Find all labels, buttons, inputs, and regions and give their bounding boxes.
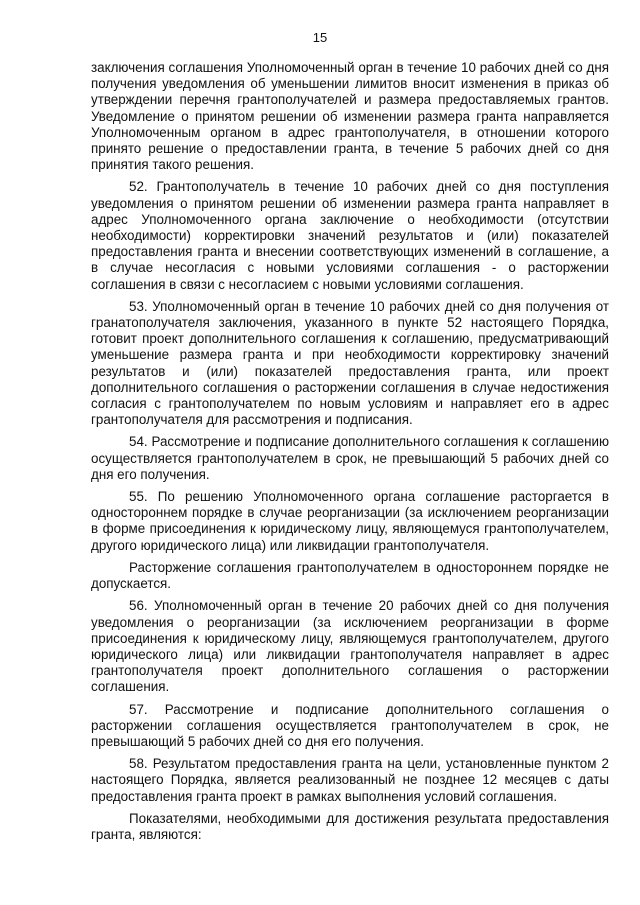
paragraph: заключения соглашения Уполномоченный орган в течение 10 рабочих дней со дня получения уведомления об уменьшении лимитов вносит изменения в приказ об утверждении перечня грантополучателей и размера предоставляемых грантов. Уведомление о принятом решении об изменении размера гранта направляется Уполномоченным органом в адрес грантополучателя, в отношении которого принято решение о предоставлении гранта, в течение 5 рабочих дней со дня принятия такого решения.	[91, 60, 609, 173]
paragraph-55-note: Расторжение соглашения грантополучателем в одностороннем порядке не допускается.	[91, 559, 609, 592]
paragraph-52: 52. Грантополучатель в течение 10 рабочих дней со дня поступления уведомления о принятом решении об изменении размера гранта направляет в адрес Уполномоченного органа заключение о необходимости (отсутствии необходимости) корректировки значений результатов и (или) показателей предоставления гранта и внесении соответствующих изменений в соглашение, а в случае несогласия с новыми условиями соглашения - о расторжении соглашения в связи с несогласием с новыми условиями соглашения.	[91, 179, 609, 292]
paragraph-53: 53. Уполномоченный орган в течение 10 рабочих дней со дня получения от гранатополучателя заключения, указанного в пункте 52 настоящего Порядка, готовит проект дополнительного соглашения к соглашению, предусматривающий уменьшение размера гранта и при необходимости корректировку значений результатов и (или) показателей предоставления гранта, или проект дополнительного соглашения о расторжении соглашения в случае недостижения согласия с грантополучателем по новым условиям и направляет его в адрес грантополучателя для рассмотрения и подписания.	[91, 298, 609, 428]
paragraph-54: 54. Рассмотрение и подписание дополнительного соглашения к соглашению осуществляется грантополучателем в срок, не превышающий 5 рабочих дней со дня его получения.	[91, 434, 609, 482]
paragraph-57: 57. Рассмотрение и подписание дополнительного соглашения о расторжении соглашения осуществляется грантополучателем в срок, не превышающий 5 рабочих дней со дня его получения.	[91, 701, 609, 749]
page-number: 15	[312, 30, 328, 45]
paragraph-56: 56. Уполномоченный орган в течение 20 рабочих дней со дня получения уведомления о реорганизации (за исключением реорганизации в форме присоединения к юридическому лицу, являющемуся грантополучателем, другого юридического лица) или ликвидации грантополучателя направляет в адрес грантополучателя проект дополнительного соглашения о расторжении соглашения.	[91, 598, 609, 695]
paragraph-55: 55. По решению Уполномоченного органа соглашение расторгается в одностороннем порядке в случае реорганизации (за исключением реорганизации в форме присоединения к юридическому лицу, являющемуся грантополучателем, другого юридического лица) или ликвидации грантополучателя.	[91, 489, 609, 553]
document-body	[91, 60, 609, 849]
paragraph-indicators-intro: Показателями, необходимыми для достижения результата предоставления гранта, являются:	[91, 810, 609, 842]
paragraph-58: 58. Результатом предоставления гранта на цели, установленные пунктом 2 настоящего Порядка, является реализованный не позднее 12 месяцев с даты предоставления гранта проект в рамках выполнения условий соглашения.	[91, 756, 609, 804]
